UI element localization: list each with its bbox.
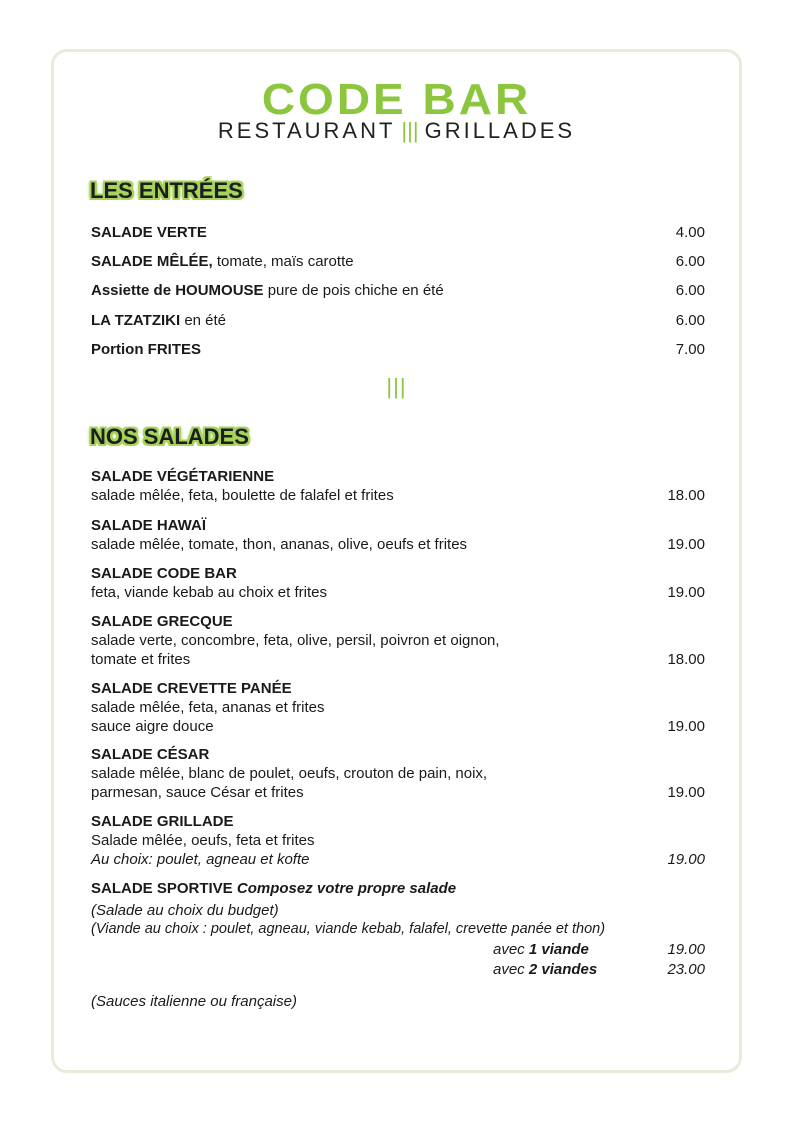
option-price: 23.00 xyxy=(667,961,705,978)
menu-item-houmouse xyxy=(91,281,705,300)
option-label: 1 viande xyxy=(528,941,589,958)
option-1-viande xyxy=(493,940,705,959)
tagline-restaurant: RESTAURANT xyxy=(217,118,396,143)
item-desc: feta, viande kebab au choix et frites xyxy=(91,584,327,601)
item-desc: salade mêlée, feta, boulette de falafel et frites xyxy=(91,487,394,504)
item-desc: sauce aigre douce xyxy=(91,718,214,735)
item-price: 19.00 xyxy=(667,851,705,868)
tagline-grillades: GRILLADES xyxy=(424,118,576,143)
item-subtitle: Composez votre propre salade xyxy=(236,880,457,897)
menu-item-salade-crevette-panee xyxy=(91,679,705,736)
item-name: SALADE VERTE xyxy=(91,224,207,241)
menu-item-salade-sportive xyxy=(91,879,705,939)
item-name: SALADE CÉSAR xyxy=(91,746,210,763)
option-label: 2 viandes xyxy=(528,961,598,978)
item-name: SALADE CODE BAR xyxy=(91,565,237,582)
item-price: 7.00 xyxy=(675,341,705,358)
item-name: SALADE HAWAÏ xyxy=(91,517,207,534)
menu-item-salade-code-bar xyxy=(91,564,705,602)
option-prefix: avec xyxy=(493,941,529,958)
menu-item-salade-vegetarienne xyxy=(91,467,705,505)
brand-tagline xyxy=(0,118,793,144)
sauces-note: (Sauces italienne ou française) xyxy=(91,993,297,1010)
menu-item-salade-cesar xyxy=(91,745,705,802)
item-price: 4.00 xyxy=(675,224,705,241)
menu-item-salade-grecque xyxy=(91,612,705,669)
item-price: 6.00 xyxy=(675,253,705,270)
item-desc: tomate et frites xyxy=(91,651,191,668)
item-name: SALADE MÊLÉE, xyxy=(91,253,213,270)
item-name: LA TZATZIKI xyxy=(91,312,181,329)
item-price: 6.00 xyxy=(675,312,705,329)
item-price: 19.00 xyxy=(667,784,705,801)
option-2-viandes xyxy=(493,960,705,979)
menu-item-frites xyxy=(91,340,705,359)
item-name: SALADE GRECQUE xyxy=(91,613,233,630)
item-desc: salade mêlée, feta, ananas et frites xyxy=(91,699,325,716)
item-desc: salade verte, concombre, feta, olive, persil, poivron et oignon, xyxy=(91,632,500,649)
item-name-prefix: Assiette de xyxy=(91,282,176,299)
item-name: SALADE VÉGÉTARIENNE xyxy=(91,468,275,485)
item-name: SALADE GRILLADE xyxy=(91,813,234,830)
menu-item-salade-melee xyxy=(91,252,705,271)
item-desc: tomate, maïs carotte xyxy=(212,253,354,270)
section-title-entrees: LES ENTRÉES xyxy=(90,178,243,203)
item-name: Portion FRITES xyxy=(91,341,201,358)
menu-item-salade-verte xyxy=(91,223,705,242)
item-price: 18.00 xyxy=(667,487,705,504)
item-desc: en été xyxy=(180,312,227,329)
item-desc: salade mêlée, blanc de poulet, oeufs, crouton de pain, noix, xyxy=(91,765,488,782)
section-divider: ||| xyxy=(386,374,407,399)
item-price: 19.00 xyxy=(667,536,705,553)
menu-item-salade-hawai xyxy=(91,516,705,554)
item-desc: pure de pois chiche en été xyxy=(263,282,444,299)
item-name: HOUMOUSE xyxy=(175,282,264,299)
item-price: 18.00 xyxy=(667,651,705,668)
item-desc: salade mêlée, tomate, thon, ananas, olive, oeufs et frites xyxy=(91,536,468,553)
section-title-salades: NOS SALADES xyxy=(90,424,249,449)
option-prefix: avec xyxy=(493,961,529,978)
menu-item-salade-grillade xyxy=(91,812,705,869)
option-price: 19.00 xyxy=(667,941,705,958)
item-price: 6.00 xyxy=(675,282,705,299)
item-price: 19.00 xyxy=(667,584,705,601)
menu-item-tzatziki xyxy=(91,311,705,330)
item-price: 19.00 xyxy=(667,718,705,735)
item-name: SALADE SPORTIVE xyxy=(91,880,233,897)
item-desc-choice: Au choix: poulet, agneau et kofte xyxy=(91,851,310,868)
tagline-separator: ||| xyxy=(401,118,419,143)
item-name: SALADE CREVETTE PANÉE xyxy=(91,680,292,697)
item-note-viande: (Viande au choix : poulet, agneau, viande kebab, falafel, crevette panée et thon) xyxy=(91,921,606,937)
brand-logo: CODE BAR xyxy=(261,74,532,124)
item-desc: parmesan, sauce César et frites xyxy=(91,784,304,801)
item-note-budget: (Salade au choix du budget) xyxy=(91,902,279,919)
item-desc: Salade mêlée, oeufs, feta et frites xyxy=(91,832,315,849)
